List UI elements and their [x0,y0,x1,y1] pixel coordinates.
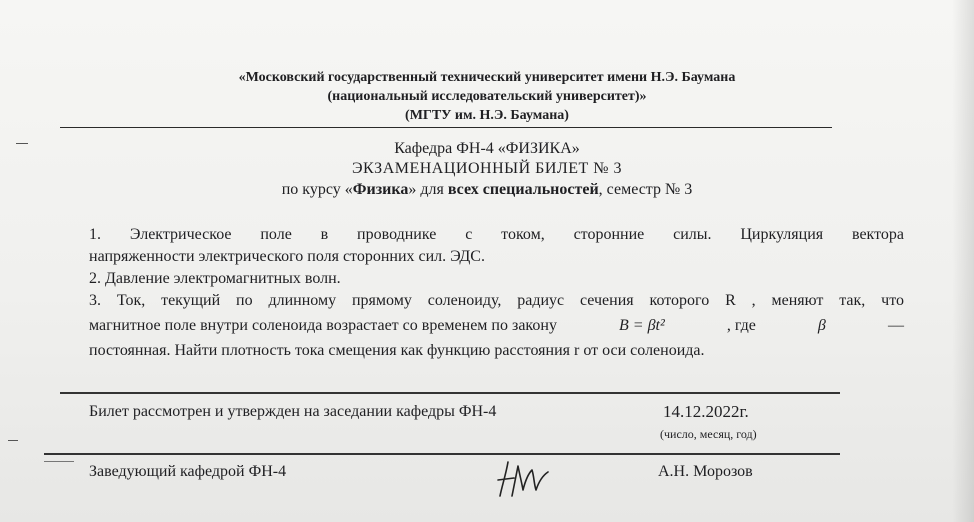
question-3-line-1: 3. Ток, текущий по длинному прямому соленоиду, радиус сечения которого R , меняют так, что [89,292,905,309]
margin-mark [44,461,74,462]
university-line-3: (МГТУ им. Н.Э. Баумана) [405,108,569,123]
course-specialties: всех специальностей [447,181,599,198]
question-3-dash: — [887,317,904,334]
signature [492,456,562,500]
date-caption: (число, месяц, год) [660,427,757,441]
university-line-1: «Московский государственный технический университет имени Н.Э. Баумана [238,70,736,85]
question-3-line-3: постоянная. Найти плотность тока смещения как функцию расстояния r от оси соленоида. [89,342,705,359]
approval-date: 14.12.2022г. [663,402,749,421]
question-3-text: магнитное поле внутри соленоида возрастает со временем по закону [89,317,557,334]
question-1-line-2: напряженности электрического поля сторонних сил. ЭДС. [89,248,485,265]
question-2: 2. Давление электромагнитных волн. [89,270,341,287]
footer-top-rule [60,392,840,394]
ticket-title: ЭКЗАМЕНАЦИОННЫЙ БИЛЕТ № 3 [351,160,623,177]
head-of-department-name: А.Н. Морозов [658,463,753,480]
course-name: Физика [352,181,409,198]
approval-text: Билет рассмотрен и утвержден на заседании кафедры ФН-4 [89,403,497,420]
course-prefix: по курсу « [281,181,353,198]
margin-mark [8,440,18,441]
university-line-2: (национальный исследовательский университет)» [327,89,647,104]
question-1-line-1: 1. Электрическое поле в проводнике с током, сторонние силы. Циркуляция вектора [89,226,904,243]
course-middle: » для [408,181,448,198]
question-3-where: , где [726,317,756,334]
question-3-line-2 [89,315,904,337]
course-suffix: , семестр № 3 [598,181,693,198]
course-line [0,181,974,199]
header-rule [60,127,832,128]
question-3-beta: β [817,317,826,334]
head-of-department-label: Заведующий кафедрой ФН-4 [89,463,287,480]
question-3-formula: B = βt² [619,317,665,334]
footer-bottom-rule [44,453,840,455]
department-title: Кафедра ФН-4 «ФИЗИКА» [394,140,580,157]
